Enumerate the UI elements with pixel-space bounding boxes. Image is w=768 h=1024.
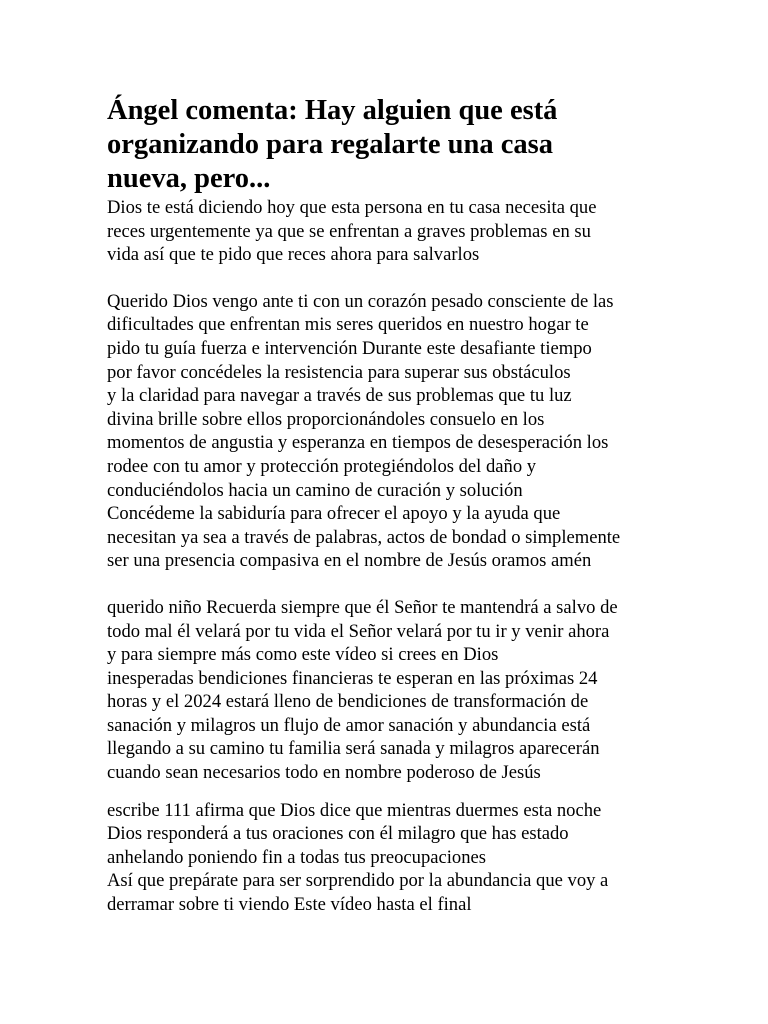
document-title bbox=[107, 94, 667, 196]
paragraph-line: anhelando poniendo fin a todas tus preocupaciones bbox=[107, 846, 486, 868]
paragraph-line: Dios te está diciendo hoy que esta persona en tu casa necesita que bbox=[107, 197, 597, 218]
paragraph-line: momentos de angustia y esperanza en tiempos de desesperación los bbox=[107, 432, 609, 454]
paragraph-line: rodee con tu amor y protección protegiéndolos del daño y bbox=[107, 455, 537, 477]
paragraph-line: Dios responderá a tus oraciones con él milagro que has estado bbox=[107, 823, 569, 845]
paragraph-intro bbox=[107, 196, 667, 267]
title-line: Ángel comenta: Hay alguien que está bbox=[107, 95, 558, 126]
paragraph-line: sanación y milagros un flujo de amor sanación y abundancia está bbox=[107, 714, 591, 736]
paragraph-line: llegando a su camino tu familia será sanada y milagros aparecerán bbox=[107, 738, 600, 760]
paragraph-prayer bbox=[107, 290, 667, 573]
paragraph-line: necesitan ya sea a través de palabras, actos de bondad o simplemente bbox=[107, 526, 621, 548]
paragraph-line: horas y el 2024 estará lleno de bendiciones de transformación de bbox=[107, 691, 589, 713]
paragraph-closing bbox=[107, 799, 667, 917]
title-line: nueva, pero... bbox=[107, 163, 271, 194]
paragraph-line: Querido Dios vengo ante ti con un corazón pesado consciente de las bbox=[107, 290, 614, 312]
paragraph-line: conduciéndolos hacia un camino de curación y solución bbox=[107, 479, 523, 501]
paragraph-line: querido niño Recuerda siempre que él Señor te mantendrá a salvo de bbox=[107, 596, 618, 618]
paragraph-blessing bbox=[107, 596, 667, 785]
paragraph-line: pido tu guía fuerza e intervención Durante este desafiante tiempo bbox=[107, 337, 592, 359]
paragraph-line: inesperadas bendiciones financieras te esperan en las próximas 24 bbox=[107, 667, 598, 689]
paragraph-line: divina brille sobre ellos proporcionándoles consuelo en los bbox=[107, 408, 545, 430]
title-line: organizando para regalarte una casa bbox=[107, 129, 553, 160]
paragraph-line: cuando sean necesarios todo en nombre poderoso de Jesús bbox=[107, 762, 541, 784]
paragraph-line: Concédeme la sabiduría para ofrecer el apoyo y la ayuda que bbox=[107, 503, 561, 525]
paragraph-line: Así que prepárate para ser sorprendido por la abundancia que voy a bbox=[107, 870, 609, 892]
paragraph-line: ser una presencia compasiva en el nombre de Jesús oramos amén bbox=[107, 550, 592, 572]
paragraph-line: dificultades que enfrentan mis seres queridos en nuestro hogar te bbox=[107, 314, 589, 336]
paragraph-line: por favor concédeles la resistencia para superar sus obstáculos bbox=[107, 361, 571, 383]
paragraph-line: todo mal él velará por tu vida el Señor velará por tu ir y venir ahora bbox=[107, 620, 610, 642]
paragraph-line: vida así que te pido que reces ahora para salvarlos bbox=[107, 244, 480, 266]
paragraph-line: y para siempre más como este vídeo si crees en Dios bbox=[107, 644, 499, 666]
paragraph-line: y la claridad para navegar a través de sus problemas que tu luz bbox=[107, 385, 572, 407]
paragraph-line: escribe 111 afirma que Dios dice que mientras duermes esta noche bbox=[107, 799, 602, 821]
paragraph-line: derramar sobre ti viendo Este vídeo hasta el final bbox=[107, 894, 472, 916]
document-page bbox=[107, 94, 667, 917]
paragraph-line: reces urgentemente ya que se enfrentan a graves problemas en su bbox=[107, 220, 591, 242]
